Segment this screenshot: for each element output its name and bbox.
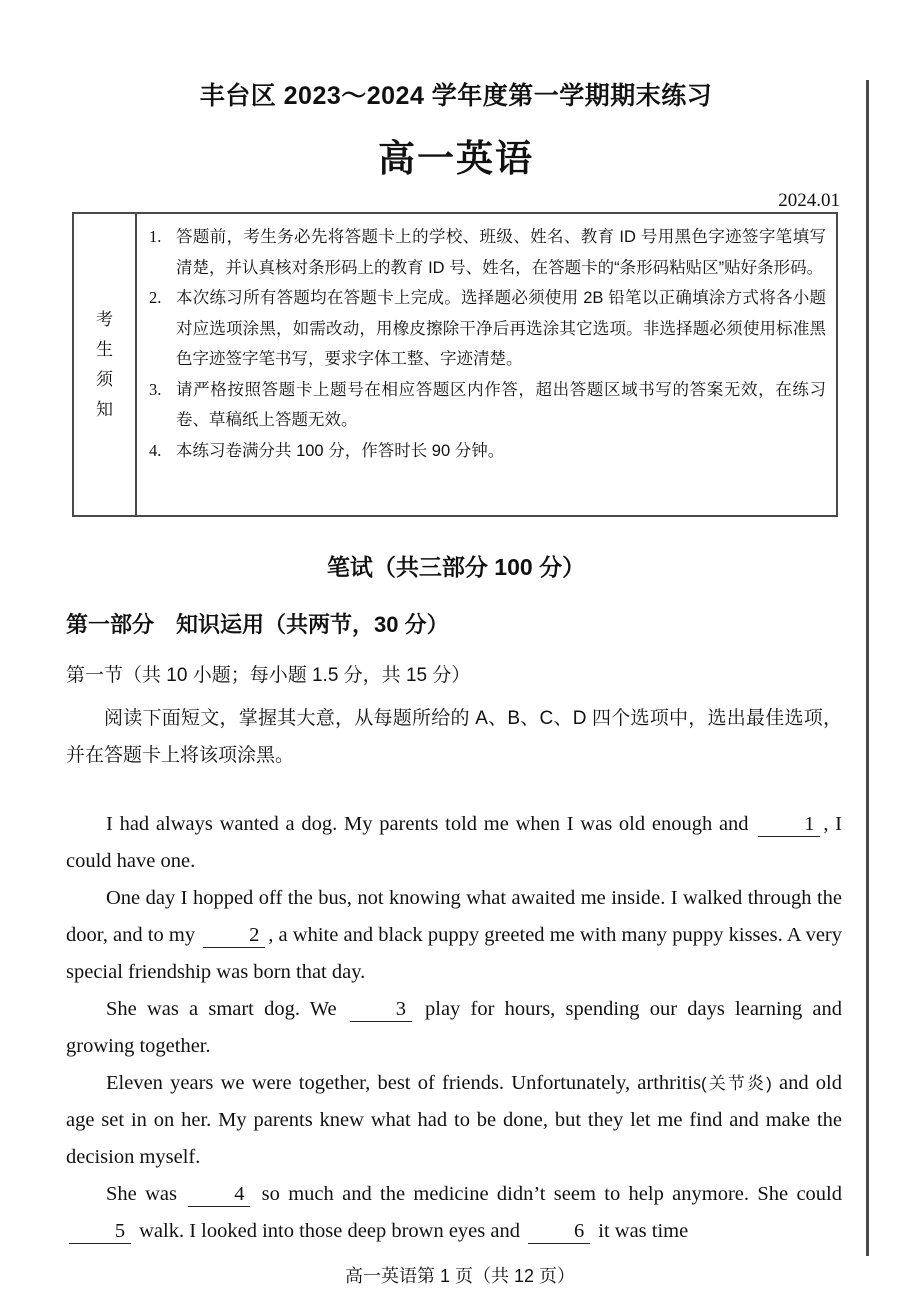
passage-text: One day I hopped off the bus, not knowing what awaited me inside. I walked through the door, and to my [66, 887, 842, 946]
notice-item-text: 本练习卷满分共 100 分，作答时长 90 分钟。 [176, 441, 505, 460]
passage-text: She was [106, 1183, 186, 1205]
candidate-notice-box [72, 212, 838, 517]
candidate-notice-label [74, 214, 137, 515]
notice-item [149, 436, 826, 467]
passage-paragraph [66, 880, 842, 991]
passage-text: , a white and black puppy greeted me with many puppy kisses. A very special friendship was born that day. [66, 924, 843, 983]
cloze-blank-4: 4 [188, 1184, 250, 1207]
cloze-blank-3: 3 [350, 999, 412, 1022]
notice-item-number: 2. [149, 288, 162, 307]
written-exam-heading: 笔试（共三部分 100 分） [326, 554, 586, 580]
passage-paragraph [66, 1065, 842, 1176]
candidate-notice-body [137, 214, 836, 515]
cloze-blank-2: 2 [203, 925, 265, 948]
passage-text: Eleven years we were together, best of friends. Unfortunately, arthritis [106, 1072, 702, 1094]
chinese-gloss: (关节炎) [701, 1074, 772, 1093]
passage-text: , I could have one. [66, 813, 843, 872]
exam-date: 2024.01 [778, 190, 840, 211]
page-edge-rule [866, 80, 869, 1256]
passage-text: I had always wanted a dog. My parents told me when I was old enough and [106, 813, 756, 835]
notice-label-char: 知 [96, 399, 113, 419]
section-one-heading: 第一节（共 10 小题；每小题 1.5 分，共 15 分） [66, 665, 471, 686]
subject-title: 高一英语 [378, 138, 534, 179]
notice-item-text: 请严格按照答题卡上题号在相应答题区内作答，超出答题区域书写的答案无效，在练习卷、草稿纸上答题无效。 [176, 380, 826, 429]
cloze-blank-6: 6 [528, 1221, 590, 1244]
notice-item-number: 4. [149, 440, 162, 460]
passage-paragraph [66, 991, 842, 1065]
notice-item [149, 222, 826, 283]
page-footer: 高一英语第 1 页（共 12 页） [344, 1266, 576, 1286]
passage-paragraph [66, 1176, 842, 1250]
notice-item-number: 1. [149, 227, 162, 246]
passage-text: play for hours, spending our days learning and growing together. [66, 998, 842, 1057]
part-one-heading: 第一部分 知识运用（共两节，30 分） [66, 612, 449, 637]
passage-text: She was a smart dog. We [106, 998, 347, 1020]
notice-item-number: 3. [149, 379, 162, 399]
cloze-blank-1: 1 [758, 814, 820, 837]
notice-item [149, 283, 826, 375]
passage-text: walk. I looked into those deep brown eyes and [134, 1220, 526, 1242]
candidate-notice-list [149, 222, 826, 466]
notice-label-char: 考 [96, 309, 113, 329]
passage-text: it was time [593, 1220, 689, 1242]
task-directions: 阅读下面短文，掌握其大意，从每题所给的 A、B、C、D 四个选项中，选出最佳选项，并在答题卡上将该项涂黑。 [66, 708, 842, 766]
passage-paragraph [66, 806, 842, 880]
notice-label-char: 须 [96, 369, 113, 389]
passage-text: and old age set in on her. My parents knew what had to be done, but they let me find and make the decision myself. [66, 1072, 842, 1168]
cloze-blank-5: 5 [69, 1221, 131, 1244]
notice-label-char: 生 [96, 339, 113, 359]
notice-item [149, 375, 826, 436]
notice-item-text: 本次练习所有答题均在答题卡上完成。选择题必须使用 2B 铅笔以正确填涂方式将各小题对应选项涂黑，如需改动，用橡皮擦除干净后再选涂其它选项。非选择题必须使用标准黑色字迹签字笔书写，要求字体工整、字迹清楚。 [176, 289, 826, 368]
passage-text: so much and the medicine didn’t seem to help anymore. She could [253, 1183, 842, 1205]
page-title: 丰台区 2023～2024 学年度第一学期期末练习 [199, 82, 713, 110]
notice-item-text: 答题前，考生务必先将答题卡上的学校、班级、姓名、教育 ID 号用黑色字迹签字笔填写清楚，并认真核对条形码上的教育 ID 号、姓名，在答题卡的“条形码粘贴区”贴好条形码。 [176, 228, 826, 277]
cloze-passage [66, 806, 842, 1250]
